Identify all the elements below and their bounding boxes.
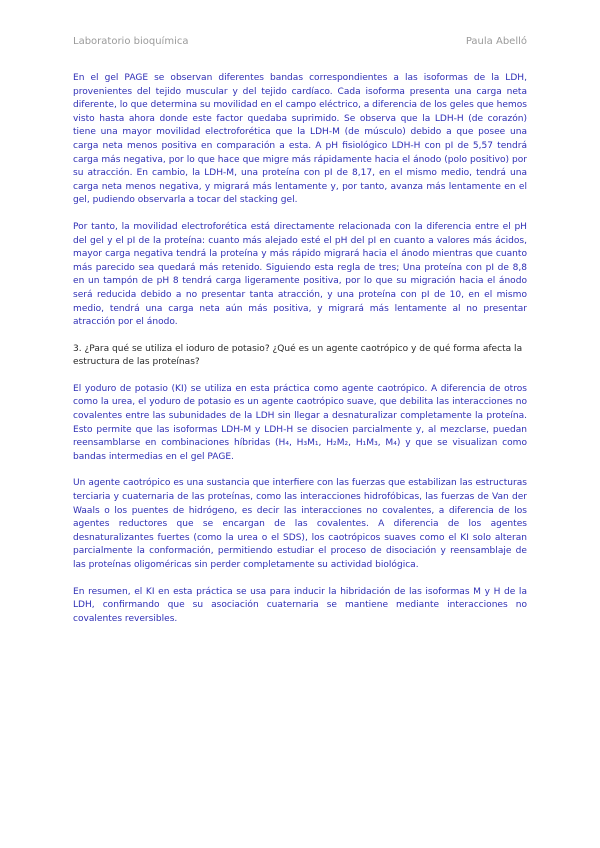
question-heading: 3. ¿Para qué se utiliza el ioduro de potasio? ¿Qué es un agente caotrópico y de qué forma afecta la estructura de las proteínas?: [73, 343, 523, 368]
paragraph-chaotropic-agent: Un agente caotrópico es una sustancia que interfiere con las fuerzas que estabilizan las estructuras terciaria y cuaternaria de las proteínas, como las interacciones hidrofóbicas, las fuerzas de Van der Waals o los puentes de hidrógeno, es decir las interacciones no covalentes, a diferencia de los agentes reductores que se encargan de las covalentes. A diferencia de los agentes desnaturalizantes fuertes (como la urea o el SDS), los caotrópicos suaves como el KI solo alteran parcialmente la conformación, permitiendo estudiar el proceso de disociación y reensamblaje de las proteínas oligoméricas sin perder completamente su actividad biológica.: [73, 478, 527, 570]
paragraph-potassium-iodide: El yoduro de potasio (KI) se utiliza en esta práctica como agente caotrópico. A diferencia de otros como la urea, el yoduro de potasio es un agente caotrópico suave, que debilita las interacciones no covalentes entre las subunidades de la LDH sin llegar a desnaturalizar completamente la proteína. Esto permite que las isoformas LDH-M y LDH-H se disocien parcialmente y, al mezclarse, puedan reensamblarse en combinaciones híbridas (H₄, H₃M₁, H₂M₂, H₁M₃, M₄) y que se visualizan como bandas intermedias en el gel PAGE.: [73, 383, 527, 462]
header-course-title: Laboratorio bioquímica: [73, 36, 189, 47]
paragraph-gel-bands: En el gel PAGE se observan diferentes bandas correspondientes a las isoformas de la LDH, provenientes del tejido muscular y del tejido cardíaco. Cada isoforma presenta una carga neta diferente, lo que determina su movilidad en el campo eléctrico, a diferencia de los geles que hemos visto hasta ahora donde este factor quedaba suprimido. Se observa que la LDH-H (de corazón) tiene una mayor movilidad electroforética que la LDH-M (de músculo) debido a que posee una carga neta menos positiva en comparación a esta. A pH fisiológico LDH-H con pI de 5,57 tendrá carga más negativa, por lo que hace que migre más rápidamente hacia el ánodo (polo positivo) por su atracción. En cambio, la LDH-M, una proteína con pI de 8,17, en el mismo medio, tendrá una carga neta menos negativa, y migrará más lentamente y, por tanto, avanza más lentamente en el gel, pudiendo observarla a tocar del stacking gel.: [73, 73, 527, 206]
paragraph-summary: En resumen, el KI en esta práctica se usa para inducir la hibridación de las isoformas M y H de la LDH, confirmando que su asociación cuaternaria se mantiene mediante interacciones no covalentes reversibles.: [73, 586, 527, 624]
paragraph-electrophoretic-mobility: Por tanto, la movilidad electroforética está directamente relacionada con la diferencia entre el pH del gel y el pI de la proteína: cuanto más alejado esté el pH del pI en cuanto a valores más ácidos, mayor carga negativa tendrá la proteína y más rápido migrará hacia el ánodo mientras que cuanto más parecido sea quedará más retenido. Siguiendo esta regla de tres; Una proteína con pI de 8,8 en un tampón de pH 8 tendrá carga ligeramente positiva, por lo que su migración hacia el ánodo será reducida debido a no presentar tanta atracción, y una proteína con pI de 10, en el mismo medio, tendrá una carga neta aún más positiva, y migrará más lentamente al no presentar atracción por el ánodo.: [73, 221, 527, 328]
document-body: [73, 72, 527, 639]
header-author-name: Paula Abelló: [465, 36, 527, 47]
